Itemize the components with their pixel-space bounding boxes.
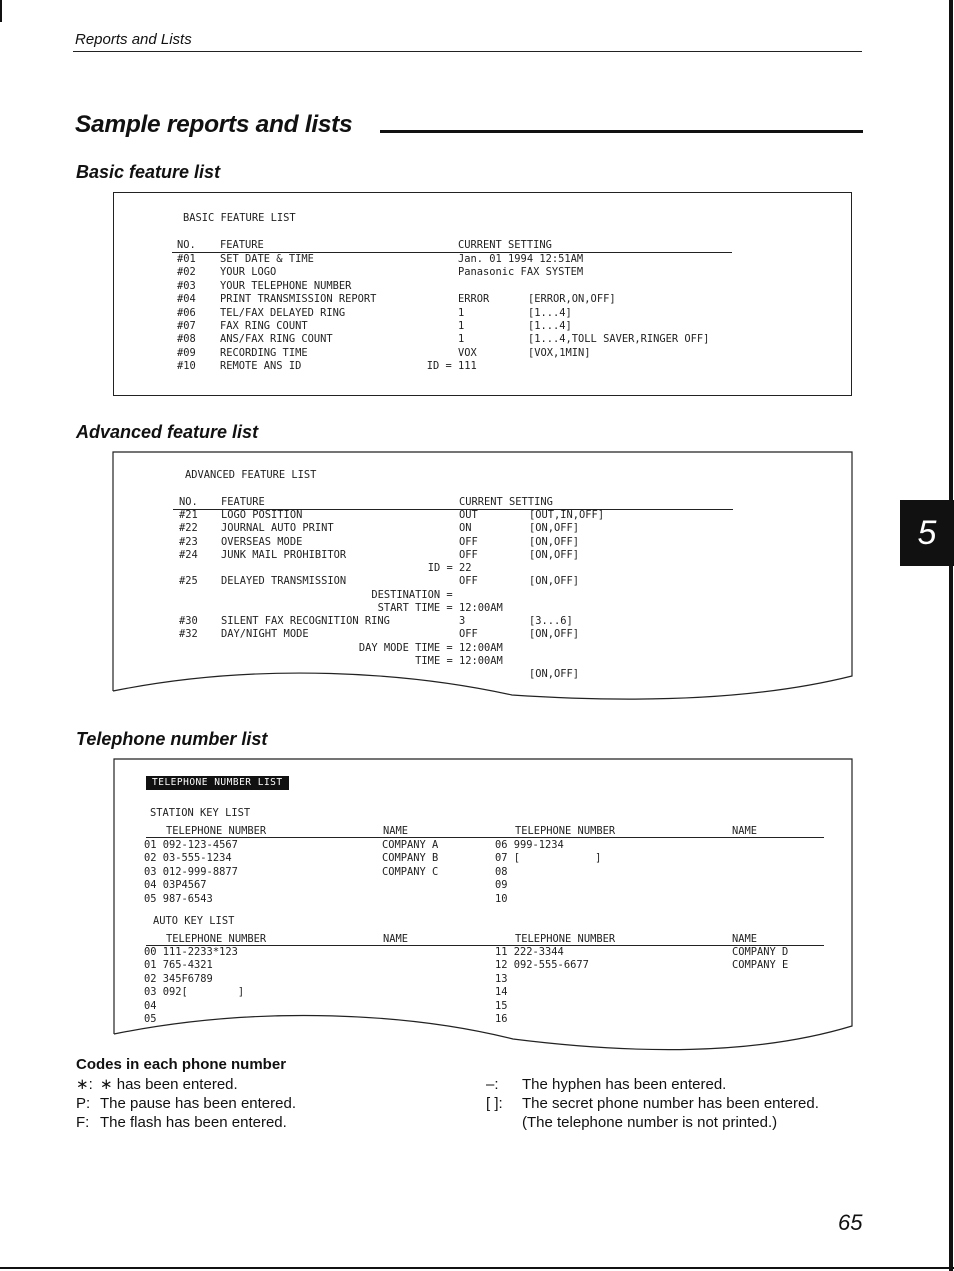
feature-setting: 111 bbox=[458, 360, 477, 373]
auto-col-tel-right: TELEPHONE NUMBER bbox=[515, 933, 616, 945]
setting-prefix: ID = bbox=[426, 360, 458, 373]
feature-number: #02 bbox=[177, 266, 196, 279]
auto-header-rule bbox=[146, 945, 824, 946]
feature-name: PRINT TRANSMISSION REPORT bbox=[220, 293, 377, 306]
phone-entry: 16 bbox=[495, 1013, 508, 1025]
station-col-name-right: NAME bbox=[732, 825, 758, 837]
code-description: (The telephone number is not printed.) bbox=[522, 1114, 778, 1131]
feature-setting: 12:00AM bbox=[459, 601, 503, 614]
codes-right-list bbox=[486, 1075, 886, 1132]
code-item bbox=[486, 1113, 886, 1132]
code-item bbox=[76, 1094, 436, 1113]
setting-range: [VOX,1MIN] bbox=[528, 346, 591, 359]
code-item bbox=[76, 1075, 436, 1094]
feature-setting: Panasonic FAX SYSTEM bbox=[458, 266, 584, 279]
feature-setting: OUT bbox=[459, 509, 478, 521]
auto-key-label: AUTO KEY LIST bbox=[153, 915, 235, 927]
feature-setting: ERROR bbox=[458, 293, 490, 306]
feature-number: #25 bbox=[179, 575, 198, 588]
feature-name: OVERSEAS MODE bbox=[221, 535, 303, 548]
codes-left-list bbox=[76, 1075, 436, 1132]
telephone-report-title: TELEPHONE NUMBER LIST bbox=[146, 776, 289, 790]
basic-feature-heading: Basic feature list bbox=[76, 162, 221, 182]
feature-setting: 22 bbox=[459, 562, 472, 574]
feature-number: #03 bbox=[177, 279, 196, 292]
phone-entry: 01 765-4321 bbox=[144, 959, 213, 972]
phone-entry: 00 111-2233*123 bbox=[144, 946, 238, 958]
setting-range: [ON,OFF] bbox=[529, 668, 580, 680]
basic-col-setting: CURRENT SETTING bbox=[458, 239, 552, 251]
phone-entry: 13 bbox=[495, 972, 508, 985]
setting-range: [1...4,TOLL SAVER,RINGER OFF] bbox=[528, 333, 710, 346]
phone-name: COMPANY B bbox=[382, 852, 439, 865]
code-symbol: –: bbox=[486, 1076, 499, 1093]
telephone-list-heading: Telephone number list bbox=[76, 729, 268, 749]
phone-entry: 05 bbox=[144, 1013, 157, 1025]
code-symbol: F: bbox=[76, 1114, 90, 1131]
setting-prefix: DAY MODE TIME = bbox=[358, 641, 459, 654]
feature-setting: OFF bbox=[459, 575, 478, 588]
phone-entry: 12 092-555-6677 bbox=[495, 959, 589, 972]
code-description: The hyphen has been entered. bbox=[522, 1076, 727, 1093]
station-col-name-left: NAME bbox=[383, 825, 409, 837]
feature-setting: OFF bbox=[459, 535, 478, 548]
page-title: Sample reports and lists bbox=[75, 111, 353, 138]
phone-name: COMPANY E bbox=[732, 959, 789, 972]
phone-entry: 15 bbox=[495, 999, 508, 1012]
feature-name: REMOTE ANS ID bbox=[220, 360, 302, 373]
advanced-feature-heading: Advanced feature list bbox=[76, 422, 259, 442]
code-description: ∗ has been entered. bbox=[100, 1076, 238, 1093]
code-item bbox=[486, 1094, 886, 1113]
code-item bbox=[486, 1075, 886, 1094]
auto-col-name-left: NAME bbox=[383, 933, 409, 945]
feature-name: DAY/NIGHT MODE bbox=[221, 628, 309, 641]
setting-range: [ON,OFF] bbox=[529, 548, 580, 561]
title-rule bbox=[380, 130, 863, 133]
setting-range: [OUT,IN,OFF] bbox=[529, 509, 605, 521]
page-edge-mark bbox=[0, 0, 2, 22]
basic-col-no: NO. bbox=[177, 239, 196, 251]
basic-feature-report bbox=[113, 192, 852, 396]
advanced-col-no: NO. bbox=[179, 496, 198, 508]
feature-setting: OFF bbox=[459, 628, 478, 641]
feature-number: #04 bbox=[177, 293, 196, 306]
feature-name: SILENT FAX RECOGNITION RING bbox=[221, 615, 390, 627]
feature-name: TEL/FAX DELAYED RING bbox=[220, 306, 346, 319]
feature-name: FAX RING COUNT bbox=[220, 320, 308, 332]
feature-name: ANS/FAX RING COUNT bbox=[220, 333, 333, 346]
feature-setting: 3 bbox=[459, 615, 466, 627]
code-symbol: [ ]: bbox=[486, 1095, 503, 1112]
feature-number: #08 bbox=[177, 333, 196, 346]
telephone-number-report bbox=[113, 759, 850, 1039]
setting-range: [ERROR,ON,OFF] bbox=[528, 293, 616, 306]
phone-entry: 04 bbox=[144, 999, 157, 1012]
setting-range: [ON,OFF] bbox=[529, 522, 580, 535]
phone-entry: 02 345F6789 bbox=[144, 972, 213, 985]
feature-setting: 1 bbox=[458, 320, 465, 332]
phone-entry: 01 092-123-4567 bbox=[144, 839, 238, 851]
feature-setting: ON bbox=[459, 522, 472, 535]
feature-name: DELAYED TRANSMISSION bbox=[221, 575, 347, 588]
setting-prefix: START TIME = bbox=[377, 601, 459, 614]
basic-col-feature: FEATURE bbox=[220, 239, 264, 251]
phone-entry: 07 [ ] bbox=[495, 852, 602, 865]
code-symbol: ∗: bbox=[76, 1076, 93, 1093]
chapter-number: 5 bbox=[917, 514, 937, 552]
feature-number: #32 bbox=[179, 628, 198, 641]
setting-range: [3...6] bbox=[529, 615, 573, 627]
feature-number: #06 bbox=[177, 306, 196, 319]
setting-prefix: ID = bbox=[427, 562, 459, 574]
feature-name: SET DATE & TIME bbox=[220, 253, 314, 265]
feature-number: #07 bbox=[177, 320, 196, 332]
setting-prefix: TIME = bbox=[415, 654, 459, 667]
phone-name: COMPANY D bbox=[732, 946, 789, 958]
feature-number: #01 bbox=[177, 253, 196, 265]
feature-number: #24 bbox=[179, 548, 198, 561]
feature-name: JUNK MAIL PROHIBITOR bbox=[221, 548, 347, 561]
code-description: The secret phone number has been entered. bbox=[522, 1095, 819, 1112]
page-right-border bbox=[949, 0, 953, 1271]
phone-entry: 06 999-1234 bbox=[495, 839, 564, 851]
code-item bbox=[76, 1113, 436, 1132]
phone-entry: 11 222-3344 bbox=[495, 946, 564, 958]
chapter-tab bbox=[900, 500, 954, 566]
phone-entry: 08 bbox=[495, 865, 508, 878]
phone-entry: 09 bbox=[495, 879, 508, 892]
feature-name: YOUR LOGO bbox=[220, 266, 277, 279]
page-bottom-border bbox=[0, 1267, 954, 1269]
running-header: Reports and Lists bbox=[75, 31, 192, 48]
page-number: 65 bbox=[838, 1210, 863, 1235]
feature-name: YOUR TELEPHONE NUMBER bbox=[220, 279, 352, 292]
feature-name: LOGO POSITION bbox=[221, 509, 303, 521]
code-symbol: P: bbox=[76, 1095, 91, 1112]
station-col-tel-right: TELEPHONE NUMBER bbox=[515, 825, 616, 837]
feature-name: RECORDING TIME bbox=[220, 346, 308, 359]
feature-setting: OFF bbox=[459, 548, 478, 561]
feature-setting: 12:00AM bbox=[459, 641, 503, 654]
auto-col-name-right: NAME bbox=[732, 933, 758, 945]
feature-number: #21 bbox=[179, 509, 198, 521]
advanced-feature-report bbox=[113, 452, 850, 692]
phone-entry: 10 bbox=[495, 892, 508, 905]
advanced-col-feature: FEATURE bbox=[221, 496, 265, 508]
header-rule bbox=[73, 51, 862, 52]
phone-entry: 14 bbox=[495, 986, 508, 999]
feature-setting: 12:00AM bbox=[459, 654, 503, 667]
station-header-rule bbox=[146, 837, 824, 838]
setting-range: [ON,OFF] bbox=[529, 628, 580, 641]
phone-entry: 02 03-555-1234 bbox=[144, 852, 232, 865]
phone-entry: 05 987-6543 bbox=[144, 892, 213, 905]
basic-report-title: BASIC FEATURE LIST bbox=[183, 212, 296, 224]
setting-range: [1...4] bbox=[528, 306, 572, 319]
station-key-label: STATION KEY LIST bbox=[150, 807, 251, 819]
setting-range: [1...4] bbox=[528, 320, 572, 332]
feature-setting: VOX bbox=[458, 346, 477, 359]
feature-number: #22 bbox=[179, 522, 198, 535]
phone-entry: 03 092[ ] bbox=[144, 986, 245, 999]
advanced-report-title: ADVANCED FEATURE LIST bbox=[185, 469, 317, 481]
phone-entry: 04 03P4567 bbox=[144, 879, 207, 892]
auto-col-tel-left: TELEPHONE NUMBER bbox=[166, 933, 267, 945]
phone-name: COMPANY C bbox=[382, 865, 439, 878]
codes-heading: Codes in each phone number bbox=[76, 1056, 287, 1073]
setting-range: [ON,OFF] bbox=[529, 535, 580, 548]
feature-name: JOURNAL AUTO PRINT bbox=[221, 522, 334, 535]
setting-prefix: DESTINATION = bbox=[371, 588, 459, 601]
feature-setting: 1 bbox=[458, 306, 465, 319]
setting-range: [ON,OFF] bbox=[529, 575, 580, 588]
phone-name: COMPANY A bbox=[382, 839, 439, 851]
feature-number: #10 bbox=[177, 360, 196, 373]
feature-setting: Jan. 01 1994 12:51AM bbox=[458, 253, 584, 265]
code-description: The flash has been entered. bbox=[100, 1114, 287, 1131]
feature-number: #23 bbox=[179, 535, 198, 548]
feature-number: #09 bbox=[177, 346, 196, 359]
feature-number: #30 bbox=[179, 615, 198, 627]
station-col-tel-left: TELEPHONE NUMBER bbox=[166, 825, 267, 837]
code-description: The pause has been entered. bbox=[100, 1095, 296, 1112]
feature-setting: 1 bbox=[458, 333, 465, 346]
advanced-col-setting: CURRENT SETTING bbox=[459, 496, 553, 508]
phone-entry: 03 012-999-8877 bbox=[144, 865, 238, 878]
